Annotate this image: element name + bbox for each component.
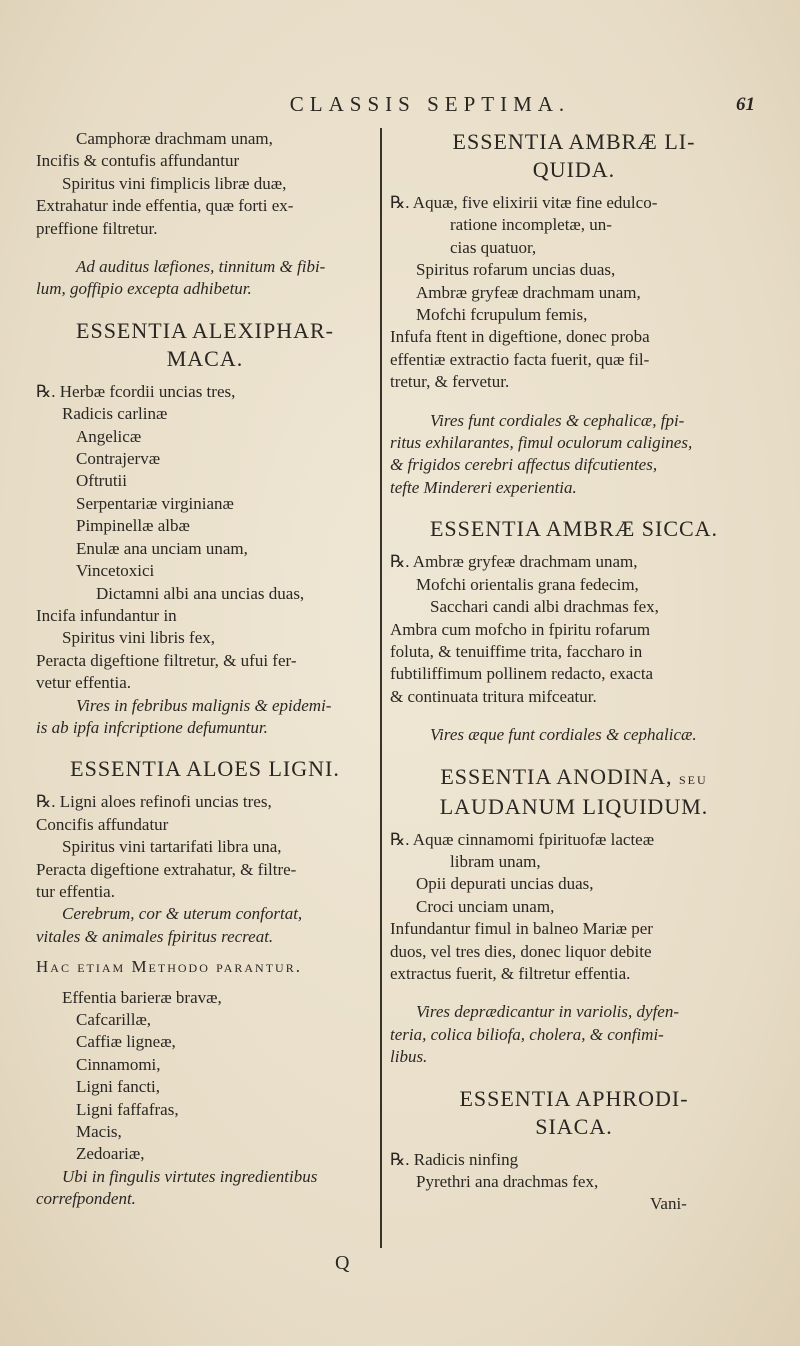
recipe-line: Macis,: [76, 1122, 122, 1142]
catchword: Vani-: [650, 1194, 687, 1214]
section-heading: ESSENTIA AMBRÆ LI-: [452, 129, 696, 154]
note-line: vitales & animales fpiritus recreat.: [36, 926, 274, 946]
note-line: teria, colica biliofa, cholera, & confimi-: [390, 1024, 664, 1044]
recipe-line: cias quatuor,: [450, 237, 537, 257]
note-line: Cerebrum, cor & uterum confortat,: [62, 904, 303, 924]
signature-mark: Q: [335, 1252, 350, 1274]
recipe-line: Infundantur fimul in balneo Mariæ per: [390, 919, 653, 939]
recipe-line: Infufa ftent in digeftione, donec proba: [390, 327, 650, 347]
note-line: & frigidos cerebri affectus difcutientes,: [390, 455, 658, 475]
recipe-line: Sacchari candi albi drachmas fex,: [430, 597, 659, 617]
note-line: Vires æque funt cordiales & cephalicæ.: [430, 725, 697, 745]
text-line: Extrahatur inde effentia, quæ forti ex-: [36, 196, 294, 216]
recipe-line: tur effentia.: [36, 881, 115, 901]
recipe-line: ratione incompletæ, un-: [450, 215, 612, 235]
recipe-line: Cinnamomi,: [76, 1054, 161, 1074]
recipe-line: Oftrutii: [76, 471, 127, 491]
left-column: [36, 128, 374, 1211]
recipe-line: Pimpinellæ albæ: [76, 516, 190, 536]
recipe-line: Spiritus vini libris fex,: [62, 628, 215, 648]
recipe-line: Ligni faffafras,: [76, 1099, 179, 1119]
recipe-line: Dictamni albi ana uncias duas,: [96, 583, 305, 603]
section-heading-seu: seu: [678, 768, 708, 788]
recipe-line: Contrajervæ: [76, 449, 161, 469]
recipe-line: Concifis affundatur: [36, 814, 169, 834]
note-line: tefte Mindereri experientia.: [390, 477, 577, 497]
recipe-line: fubtiliffimum pollinem redacto, exacta: [390, 664, 654, 684]
recipe-line: effentiæ extractio facta fuerit, quæ fil-: [390, 349, 650, 369]
recipe-line: Angelicæ: [76, 426, 142, 446]
recipe-line: extractus fuerit, & filtretur effentia.: [390, 963, 631, 983]
recipe-line: Caffiæ ligneæ,: [76, 1032, 176, 1052]
note-line: Ubi in fingulis virtutes ingredientibus: [62, 1166, 318, 1186]
recipe-line: Spiritus vini tartarifati libra una,: [62, 837, 282, 857]
section-heading: LAUDANUM LIQUIDUM.: [439, 793, 709, 819]
section-heading: SIACA.: [535, 1113, 613, 1139]
subsection-heading: Hac etiam Methodo parantur.: [36, 957, 302, 977]
recipe-line: Opii depurati uncias duas,: [416, 874, 594, 894]
recipe-line: vetur effentia.: [36, 673, 132, 693]
recipe-line: Zedoariæ,: [76, 1144, 145, 1164]
text-line: Camphoræ drachmam unam,: [76, 129, 273, 148]
section-heading: QUIDA.: [532, 157, 616, 182]
recipe-line: foluta, & tenuiffime trita, faccharo in: [390, 641, 643, 661]
recipe-line: tretur, & fervetur.: [390, 372, 510, 392]
page-number: 61: [736, 94, 755, 115]
recipe-line: Serpentariæ virginianæ: [76, 493, 234, 513]
recipe-line: ℞. Aquæ, five elixirii vitæ fine edulco-: [390, 193, 658, 212]
note-line: libus.: [390, 1047, 428, 1067]
recipe-line: Enulæ ana unciam unam,: [76, 538, 248, 558]
section-heading-main: ESSENTIA ANODINA,: [440, 763, 673, 789]
note-line: correfpondent.: [36, 1189, 136, 1209]
section-heading: MACA.: [166, 345, 244, 371]
section-heading: [390, 763, 758, 793]
note-line: Vires deprædicantur in variolis, dyfen-: [416, 1002, 679, 1022]
note-line: Vires in febribus malignis & epidemi-: [76, 695, 332, 715]
recipe-line: Cafcarillæ,: [76, 1010, 152, 1029]
recipe-line: Peracta digeftione extrahatur, & filtre-: [36, 859, 297, 879]
recipe-line: Pyrethri ana drachmas fex,: [416, 1172, 599, 1191]
recipe-line: libram unam,: [450, 851, 541, 871]
recipe-line: Mofchi orientalis grana fedecim,: [416, 574, 639, 594]
recipe-line: Vincetoxici: [76, 561, 155, 581]
text-line: preffione filtretur.: [36, 218, 158, 238]
recipe-line: ℞. Radicis ninfing: [390, 1149, 519, 1169]
recipe-line: ℞. Ambræ gryfeæ drachmam unam,: [390, 552, 638, 572]
recipe-line: Radicis carlinæ: [62, 404, 168, 424]
recipe-line: Peracta digeftione filtretur, & ufui fer-: [36, 650, 297, 670]
text-line: Spiritus vini fimplicis libræ duæ,: [62, 173, 287, 193]
section-heading: ESSENTIA ALOES LIGNI.: [70, 756, 340, 782]
recipe-line: duos, vel tres dies, donec liquor debite: [390, 941, 652, 961]
recipe-line: Ambra cum mofcho in fpiritu rofarum: [390, 619, 651, 639]
right-column: [390, 128, 758, 1216]
section-heading: ESSENTIA APHRODI-: [459, 1085, 689, 1111]
note-line: Ad auditus læfiones, tinnitum & fibi-: [76, 257, 326, 277]
column-divider: [380, 128, 382, 1248]
section-heading: ESSENTIA ALEXIPHAR-: [76, 317, 334, 343]
note-line: ritus exhilarantes, fimul oculorum caligines,: [390, 433, 693, 453]
recipe-line: ℞. Herbæ fcordii uncias tres,: [36, 381, 236, 401]
recipe-line: Incifa infundantur in: [36, 605, 177, 625]
recipe-line: Spiritus rofarum uncias duas,: [416, 260, 616, 280]
recipe-line: Effentia barieræ bravæ,: [62, 987, 222, 1007]
recipe-line: Croci unciam unam,: [416, 896, 555, 916]
recipe-line: ℞. Ligni aloes refinofi uncias tres,: [36, 792, 272, 812]
recipe-line: Ambræ gryfeæ drachmam unam,: [416, 282, 641, 302]
recipe-line: Ligni fancti,: [76, 1077, 161, 1097]
note-line: lum, goffipio excepta adhibetur.: [36, 279, 252, 299]
recipe-line: ℞. Aquæ cinnamomi fpirituofæ lacteæ: [390, 829, 655, 849]
note-line: Vires funt cordiales & cephalicæ, fpi-: [430, 410, 685, 430]
recipe-line: & continuata tritura mifceatur.: [390, 686, 597, 706]
recipe-line: Mofchi fcrupulum femis,: [416, 305, 588, 325]
note-line: is ab ipfa infcriptione defumuntur.: [36, 717, 268, 737]
running-head: CLASSIS SEPTIMA.: [289, 92, 571, 116]
section-heading: ESSENTIA AMBRÆ SICCA.: [429, 516, 719, 542]
text-line: Incifis & contufis affundantur: [36, 151, 240, 171]
